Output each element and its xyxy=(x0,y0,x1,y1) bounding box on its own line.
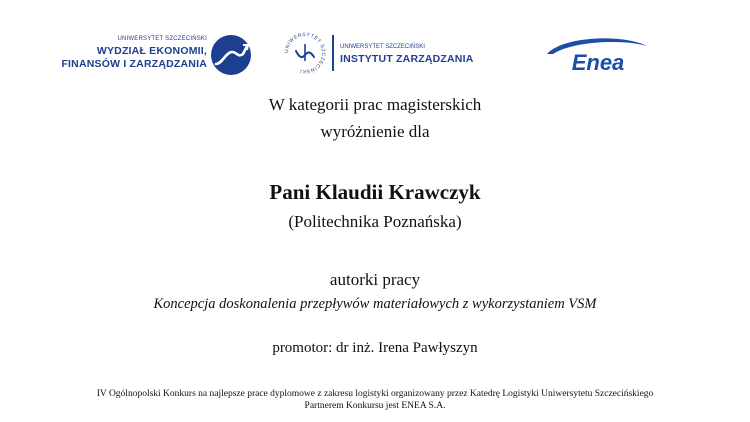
logo-divider xyxy=(332,35,334,71)
enea-wordmark: Enea xyxy=(571,50,625,74)
footer-partner-line: Partnerem Konkursu jest ENEA S.A. xyxy=(304,401,446,411)
author-label: autorki pracy xyxy=(329,270,421,289)
logo-wydzial-line2: FINANSÓW I ZARZĄDZANIA xyxy=(61,58,207,70)
logo-enea xyxy=(543,34,653,74)
distinction-line: wyróżnienie dla xyxy=(320,122,430,141)
logo-bar xyxy=(0,0,750,90)
logo-instytut-zarzadzania xyxy=(282,30,482,78)
recipient-university: (Politechnika Poznańska) xyxy=(288,212,462,231)
thesis-title: Koncepcja doskonalenia przepływów materiałowych z wykorzystaniem VSM xyxy=(153,296,597,312)
logo-instytut-big: INSTYTUT ZARZĄDZANIA xyxy=(340,53,474,65)
seal-ring-text: UNIWERSYTET SZCZECIŃSKI xyxy=(283,31,327,75)
promoter-line: promotor: dr inż. Irena Pawłyszyn xyxy=(272,340,478,356)
logo-instytut-small: UNIWERSYTET SZCZECIŃSKI xyxy=(340,44,425,50)
enea-swoosh-icon xyxy=(543,34,653,74)
recipient-name: Pani Klaudii Krawczyk xyxy=(269,180,481,204)
footer-contest-line: IV Ogólnopolski Konkurs na najlepsze prace dyplomowe z zakresu logistyki organizowany przez Katedrę Logistyki Uniwersytetu Szczecińskiego xyxy=(96,389,654,399)
logo-wydzial-small: UNIWERSYTET SZCZECIŃSKI xyxy=(117,36,207,42)
logo-wydzial-line1: WYDZIAŁ EKONOMII, xyxy=(96,45,207,57)
university-seal-icon xyxy=(282,30,328,76)
category-line: W kategorii prac magisterskich xyxy=(268,95,482,114)
logo-wydzial-ekonomii xyxy=(61,34,252,78)
wydzial-emblem-icon xyxy=(210,34,252,76)
